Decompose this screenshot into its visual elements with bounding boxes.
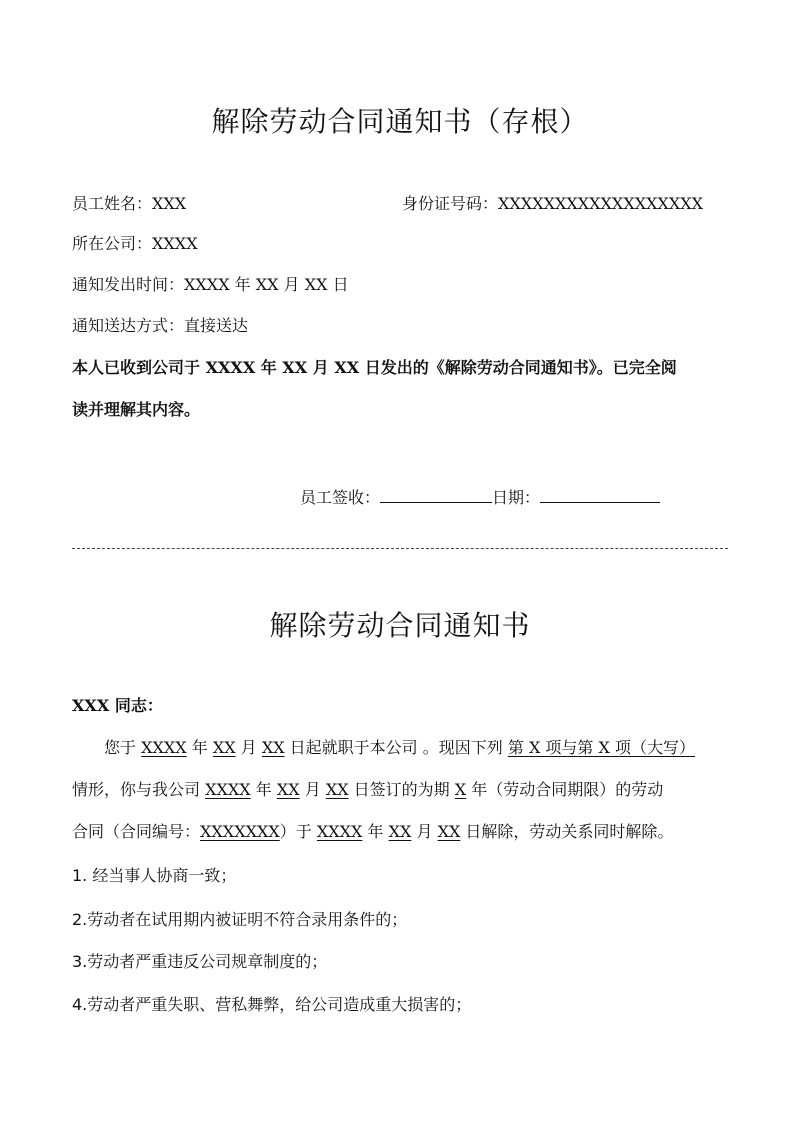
- text: 年: [250, 780, 277, 799]
- text: 年: [186, 738, 213, 757]
- applicable-items: 第 X 项与第 X 项（大写）: [507, 738, 695, 757]
- text: 年（劳动合同期限）的劳动: [466, 780, 664, 799]
- text: 日签订的为期: [348, 780, 455, 799]
- text: 月: [299, 780, 326, 799]
- termination-year: XXXX: [316, 822, 363, 841]
- notice-paragraph-line-1: [104, 738, 695, 758]
- notice-time-label: 通知发出时间：: [72, 275, 185, 294]
- termination-month: XX: [388, 822, 412, 841]
- text: 合同（合同编号：: [72, 822, 201, 841]
- text: 年: [362, 822, 389, 841]
- signature-row: [300, 486, 660, 508]
- salutation: XXX 同志：: [72, 696, 163, 715]
- contract-number: XXXXXXX: [200, 822, 280, 841]
- employee-name-label: 员工姓名：: [72, 194, 153, 213]
- contract-month: XX: [276, 780, 300, 799]
- notice-time-value: XXXX 年 XX 月 XX 日: [184, 275, 349, 294]
- contract-year: XXXX: [205, 780, 251, 799]
- notice-paragraph-line-3: [72, 822, 673, 842]
- company-value: XXXX: [152, 234, 198, 253]
- company-row: [72, 234, 198, 254]
- delivery-method-row: [72, 316, 248, 336]
- start-year: XXXX: [141, 738, 187, 757]
- notice-title: 解除劳动合同通知书: [269, 609, 531, 642]
- start-day: XX: [261, 738, 285, 757]
- id-number-row: [402, 194, 703, 214]
- id-number-value: XXXXXXXXXXXXXXXXXX: [498, 194, 704, 213]
- termination-day: XX: [437, 822, 461, 841]
- notice-paragraph-line-2: [72, 780, 663, 800]
- employee-name-row: [72, 194, 186, 214]
- date-field[interactable]: [540, 486, 660, 503]
- reason-item-4: 4.劳动者严重失职、营私舞弊，给公司造成重大损害的；: [72, 995, 472, 1014]
- delivery-method-value: 直接送达: [184, 316, 249, 335]
- reason-item-2: 2.劳动者在试用期内被证明不符合录用条件的；: [72, 910, 408, 929]
- contract-day: XX: [325, 780, 349, 799]
- acknowledgement-line-2: 读并理解其内容。: [72, 400, 201, 419]
- date-label: 日期：: [492, 488, 541, 507]
- employee-name-value: XXX: [152, 194, 187, 213]
- text: 月: [411, 822, 438, 841]
- notice-time-row: [72, 275, 349, 295]
- acknowledgement-line-1: 本人已收到公司于 XXXX 年 XX 月 XX 日发出的《解除劳动合同通知书》。已完全阅: [72, 358, 677, 377]
- text: 情形，你与我公司: [72, 780, 206, 799]
- text: 日解除，劳动关系同时解除。: [460, 822, 674, 841]
- company-label: 所在公司：: [72, 234, 153, 253]
- delivery-method-label: 通知送达方式：: [72, 316, 185, 335]
- text: 日起就职于本公司 。现因下列: [284, 738, 508, 757]
- signature-field[interactable]: [380, 486, 492, 503]
- contract-term: X: [454, 780, 467, 799]
- stub-title: 解除劳动合同通知书（存根）: [211, 105, 589, 138]
- tear-line-divider: [72, 548, 728, 549]
- text: 您于: [104, 738, 142, 757]
- signature-label: 员工签收：: [300, 488, 381, 507]
- reason-item-1: 1. 经当事人协商一致；: [72, 866, 237, 885]
- id-number-label: 身份证号码：: [402, 194, 499, 213]
- text: ）于: [279, 822, 317, 841]
- reason-item-3: 3.劳动者严重违反公司规章制度的；: [72, 952, 328, 971]
- start-month: XX: [212, 738, 236, 757]
- text: 月: [235, 738, 262, 757]
